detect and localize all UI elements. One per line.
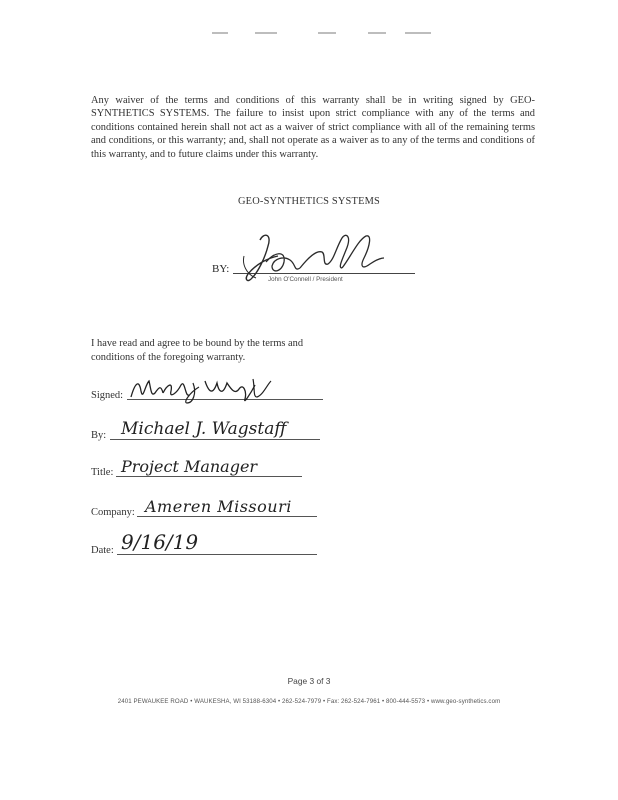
company-address-footer: 2401 PEWAUKEE ROAD • WAUKESHA, WI 53188-6304 • 262-524-7979 • Fax: 262-524-7961 • 800-444-5573 • www.geo-synthetics.com	[117, 698, 501, 705]
agreement-statement: I have read and agree to be bound by the terms and conditions of the foregoing warranty.	[91, 338, 304, 363]
officer-name-caption: John O'Connell / President	[268, 276, 343, 283]
company-heading: GEO-SYNTHETICS SYSTEMS	[237, 196, 381, 207]
customer-signature	[127, 375, 277, 405]
by-value-handwritten: Michael J. Wagstaff	[121, 419, 287, 439]
date-label: Date:	[91, 545, 114, 556]
by-line	[110, 439, 320, 440]
signed-field	[91, 379, 326, 403]
by-field	[91, 419, 326, 443]
company-label: Company:	[91, 507, 135, 518]
title-label: Title:	[91, 467, 114, 478]
date-field	[91, 530, 321, 558]
warranty-waiver-paragraph: Any waiver of the terms and conditions of this warranty shall be in writing signed by GEO-SYNTHETICS SYSTEMS. The failure to insist upon strict compliance with any of the terms and conditions contained herein shall not act as a waiver of strict compliance with all of the remaining terms and conditions, or this warranty; and, shall not operate as a waiver as to any of the terms and conditions of this warranty, and to future claims under this warranty.	[91, 95, 535, 160]
company-value-handwritten: Ameren Missouri	[145, 497, 292, 516]
company-field	[91, 496, 321, 520]
by-label: By:	[91, 430, 107, 441]
date-value-handwritten: 9/16/19	[121, 530, 199, 554]
scan-artifact-marks	[200, 30, 460, 36]
date-line	[117, 554, 317, 555]
title-line	[116, 476, 302, 477]
title-field	[91, 456, 306, 480]
signed-label: Signed:	[91, 390, 124, 401]
company-line	[137, 516, 317, 517]
page-number: Page 3 of 3	[287, 676, 331, 686]
officer-by-label: BY:	[212, 263, 230, 275]
title-value-handwritten: Project Manager	[121, 457, 258, 476]
